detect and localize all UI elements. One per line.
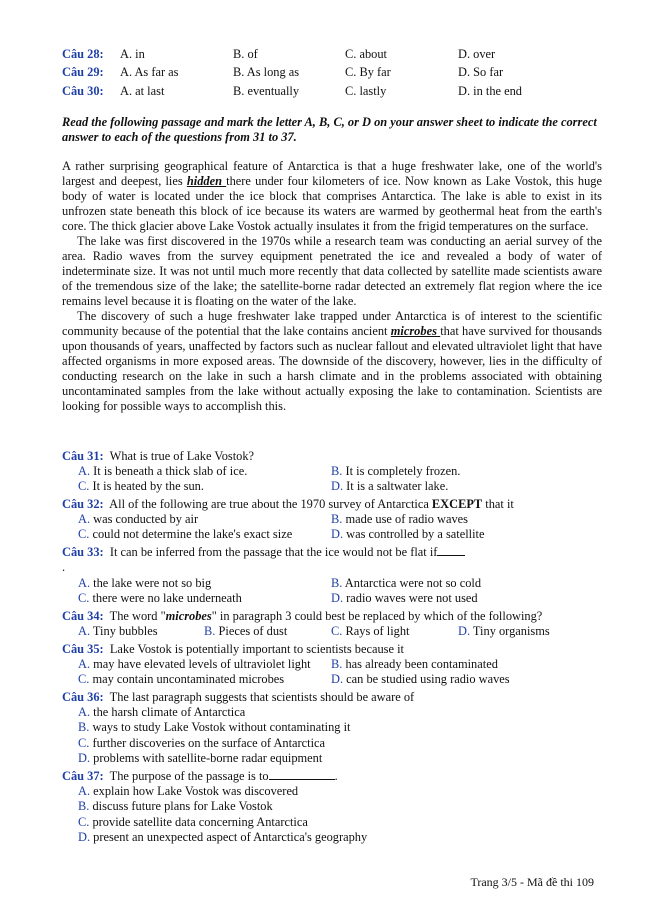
question-37: Câu 37: The purpose of the passage is to . bbox=[62, 769, 338, 783]
option-d[interactable]: D. problems with satellite-borne radar equipment bbox=[78, 751, 323, 765]
answer-row-29 bbox=[62, 65, 602, 81]
answer-row-28 bbox=[62, 47, 602, 63]
option-c[interactable]: C. could not determine the lake's exact size bbox=[78, 527, 293, 541]
option-d[interactable]: D. radio waves were not used bbox=[331, 591, 478, 605]
option-a[interactable]: A. explain how Lake Vostok was discovered bbox=[78, 784, 299, 798]
option-a: A. in bbox=[120, 47, 145, 61]
passage-paragraph-2: The lake was first discovered in the 1970s while a research team was conducting an aerial survey of the area. Radio waves from the survey equipment penetrated the ice and revealed a body of water of indeterminate size. It was not until much more recently that data collected by satellite made scientists aware of the tremendous size of the lake; the satellite-borne radar detected an extremely flat region where the ice remains level because it is floating on the water of the lake. bbox=[62, 234, 602, 308]
option-d[interactable]: D. present an unexpected aspect of Antarctica's geography bbox=[78, 830, 368, 844]
option-b: B. As long as bbox=[233, 65, 300, 79]
option-c[interactable]: C. It is heated by the sun. bbox=[78, 479, 204, 493]
question-number: Câu 29: bbox=[62, 65, 104, 79]
option-d[interactable]: D. Tiny organisms bbox=[458, 624, 550, 638]
options-32-row1 bbox=[78, 512, 598, 527]
question-number: Câu 28: bbox=[62, 47, 104, 61]
answer-blank bbox=[269, 769, 335, 780]
answer-row-30 bbox=[62, 84, 602, 100]
option-a[interactable]: A. the lake were not so big bbox=[78, 576, 212, 590]
option-b[interactable]: B. Pieces of dust bbox=[204, 624, 288, 638]
question-33: Câu 33: It can be inferred from the passage that the ice would not be flat if bbox=[62, 545, 602, 560]
option-d: D. So far bbox=[458, 65, 504, 79]
page-footer: Trang 3/5 - Mã đề thi 109 bbox=[470, 875, 594, 889]
options-35-row2 bbox=[78, 672, 598, 687]
question-31: Câu 31: What is true of Lake Vostok? bbox=[62, 449, 255, 463]
options-35-row1 bbox=[78, 657, 598, 672]
question-34: Câu 34: The word "microbes" in paragraph 3 could best be replaced by which of the following? bbox=[62, 609, 543, 623]
passage-paragraph-3: The discovery of such a huge freshwater lake trapped under Antarctica is of interest to the scientific community because of the potential that the lake contains ancient microbes that have survived for thousands upon thousands of years, unaffected by factors such as nuclear fallout and elevated ultraviolet light that have affected organisms in more exposed areas. The downside of the discovery, however, lies in the difficulty of conducting research on the lake in such a harsh climate and in the problems associated with obtaining uncontaminated samples from the lake without actually exposing the lake to contamination. Scientists are looking for possible ways to accomplish this. bbox=[62, 309, 602, 413]
option-a[interactable]: A. was conducted by air bbox=[78, 512, 199, 526]
passage-paragraph-1: A rather surprising geographical feature of Antarctica is that a huge freshwater lake, one of the world's largest and deepest, lies hidden there under four kilometers of ice. Now known as Lake Vostok, this huge body of water is located under the ice block that comprises Antarctica. The lake is able to exist in its unfrozen state beneath this block of ice because its waters are warmed by geothermal heat from the earth's core. The thick glacier above Lake Vostok actually insulates it from the frigid temperatures on the surface. bbox=[62, 159, 603, 233]
option-c: C. about bbox=[345, 47, 387, 61]
option-d: D. in the end bbox=[458, 84, 523, 98]
reading-passage bbox=[62, 159, 602, 414]
option-b[interactable]: B. discuss future plans for Lake Vostok bbox=[78, 799, 273, 813]
options-33-row2 bbox=[78, 591, 598, 606]
options-34 bbox=[78, 624, 598, 639]
option-b[interactable]: B. made use of radio waves bbox=[331, 512, 468, 526]
option-d[interactable]: D. It is a saltwater lake. bbox=[331, 479, 449, 493]
options-33-row1 bbox=[78, 576, 598, 591]
instruction: Read the following passage and mark the letter A, B, C, or D on your answer sheet to indicate the correct answer to each of the questions from 31 to 37. bbox=[62, 115, 597, 144]
keyword-hidden: hidden bbox=[186, 174, 227, 188]
option-b[interactable]: B. It is completely frozen. bbox=[331, 464, 461, 478]
option-b[interactable]: B. has already been contaminated bbox=[331, 657, 498, 671]
question-33-dot: . bbox=[62, 560, 66, 574]
options-31-row2 bbox=[78, 479, 598, 494]
option-c[interactable]: C. further discoveries on the surface of Antarctica bbox=[78, 736, 326, 750]
option-d[interactable]: D. was controlled by a satellite bbox=[331, 527, 485, 541]
option-c: C. lastly bbox=[345, 84, 387, 98]
option-c[interactable]: C. there were no lake underneath bbox=[78, 591, 242, 605]
option-d[interactable]: D. can be studied using radio waves bbox=[331, 672, 510, 686]
option-a[interactable]: A. Tiny bubbles bbox=[78, 624, 158, 638]
question-number: Câu 30: bbox=[62, 84, 104, 98]
option-c[interactable]: C. Rays of light bbox=[331, 624, 410, 638]
option-a[interactable]: A. It is beneath a thick slab of ice. bbox=[78, 464, 248, 478]
option-a: A. As far as bbox=[120, 65, 179, 79]
option-b: B. of bbox=[233, 47, 258, 61]
keyword-microbes: microbes bbox=[390, 324, 441, 338]
option-c: C. By far bbox=[345, 65, 391, 79]
question-35: Câu 35: Lake Vostok is potentially important to scientists because it bbox=[62, 642, 404, 656]
options-32-row2 bbox=[78, 527, 598, 542]
option-a: A. at last bbox=[120, 84, 165, 98]
options-31-row1 bbox=[78, 464, 598, 479]
option-a[interactable]: A. the harsh climate of Antarctica bbox=[78, 705, 246, 719]
option-b[interactable]: B. ways to study Lake Vostok without contaminating it bbox=[78, 720, 351, 734]
option-b: B. eventually bbox=[233, 84, 300, 98]
option-d: D. over bbox=[458, 47, 496, 61]
question-32: Câu 32: All of the following are true about the 1970 survey of Antarctica EXCEPT that it bbox=[62, 497, 514, 511]
option-c[interactable]: C. may contain uncontaminated microbes bbox=[78, 672, 285, 686]
option-a[interactable]: A. may have elevated levels of ultraviolet light bbox=[78, 657, 311, 671]
option-b[interactable]: B. Antarctica were not so cold bbox=[331, 576, 482, 590]
answer-blank bbox=[437, 545, 465, 556]
option-c[interactable]: C. provide satellite data concerning Antarctica bbox=[78, 815, 308, 829]
question-36: Câu 36: The last paragraph suggests that scientists should be aware of bbox=[62, 690, 415, 704]
